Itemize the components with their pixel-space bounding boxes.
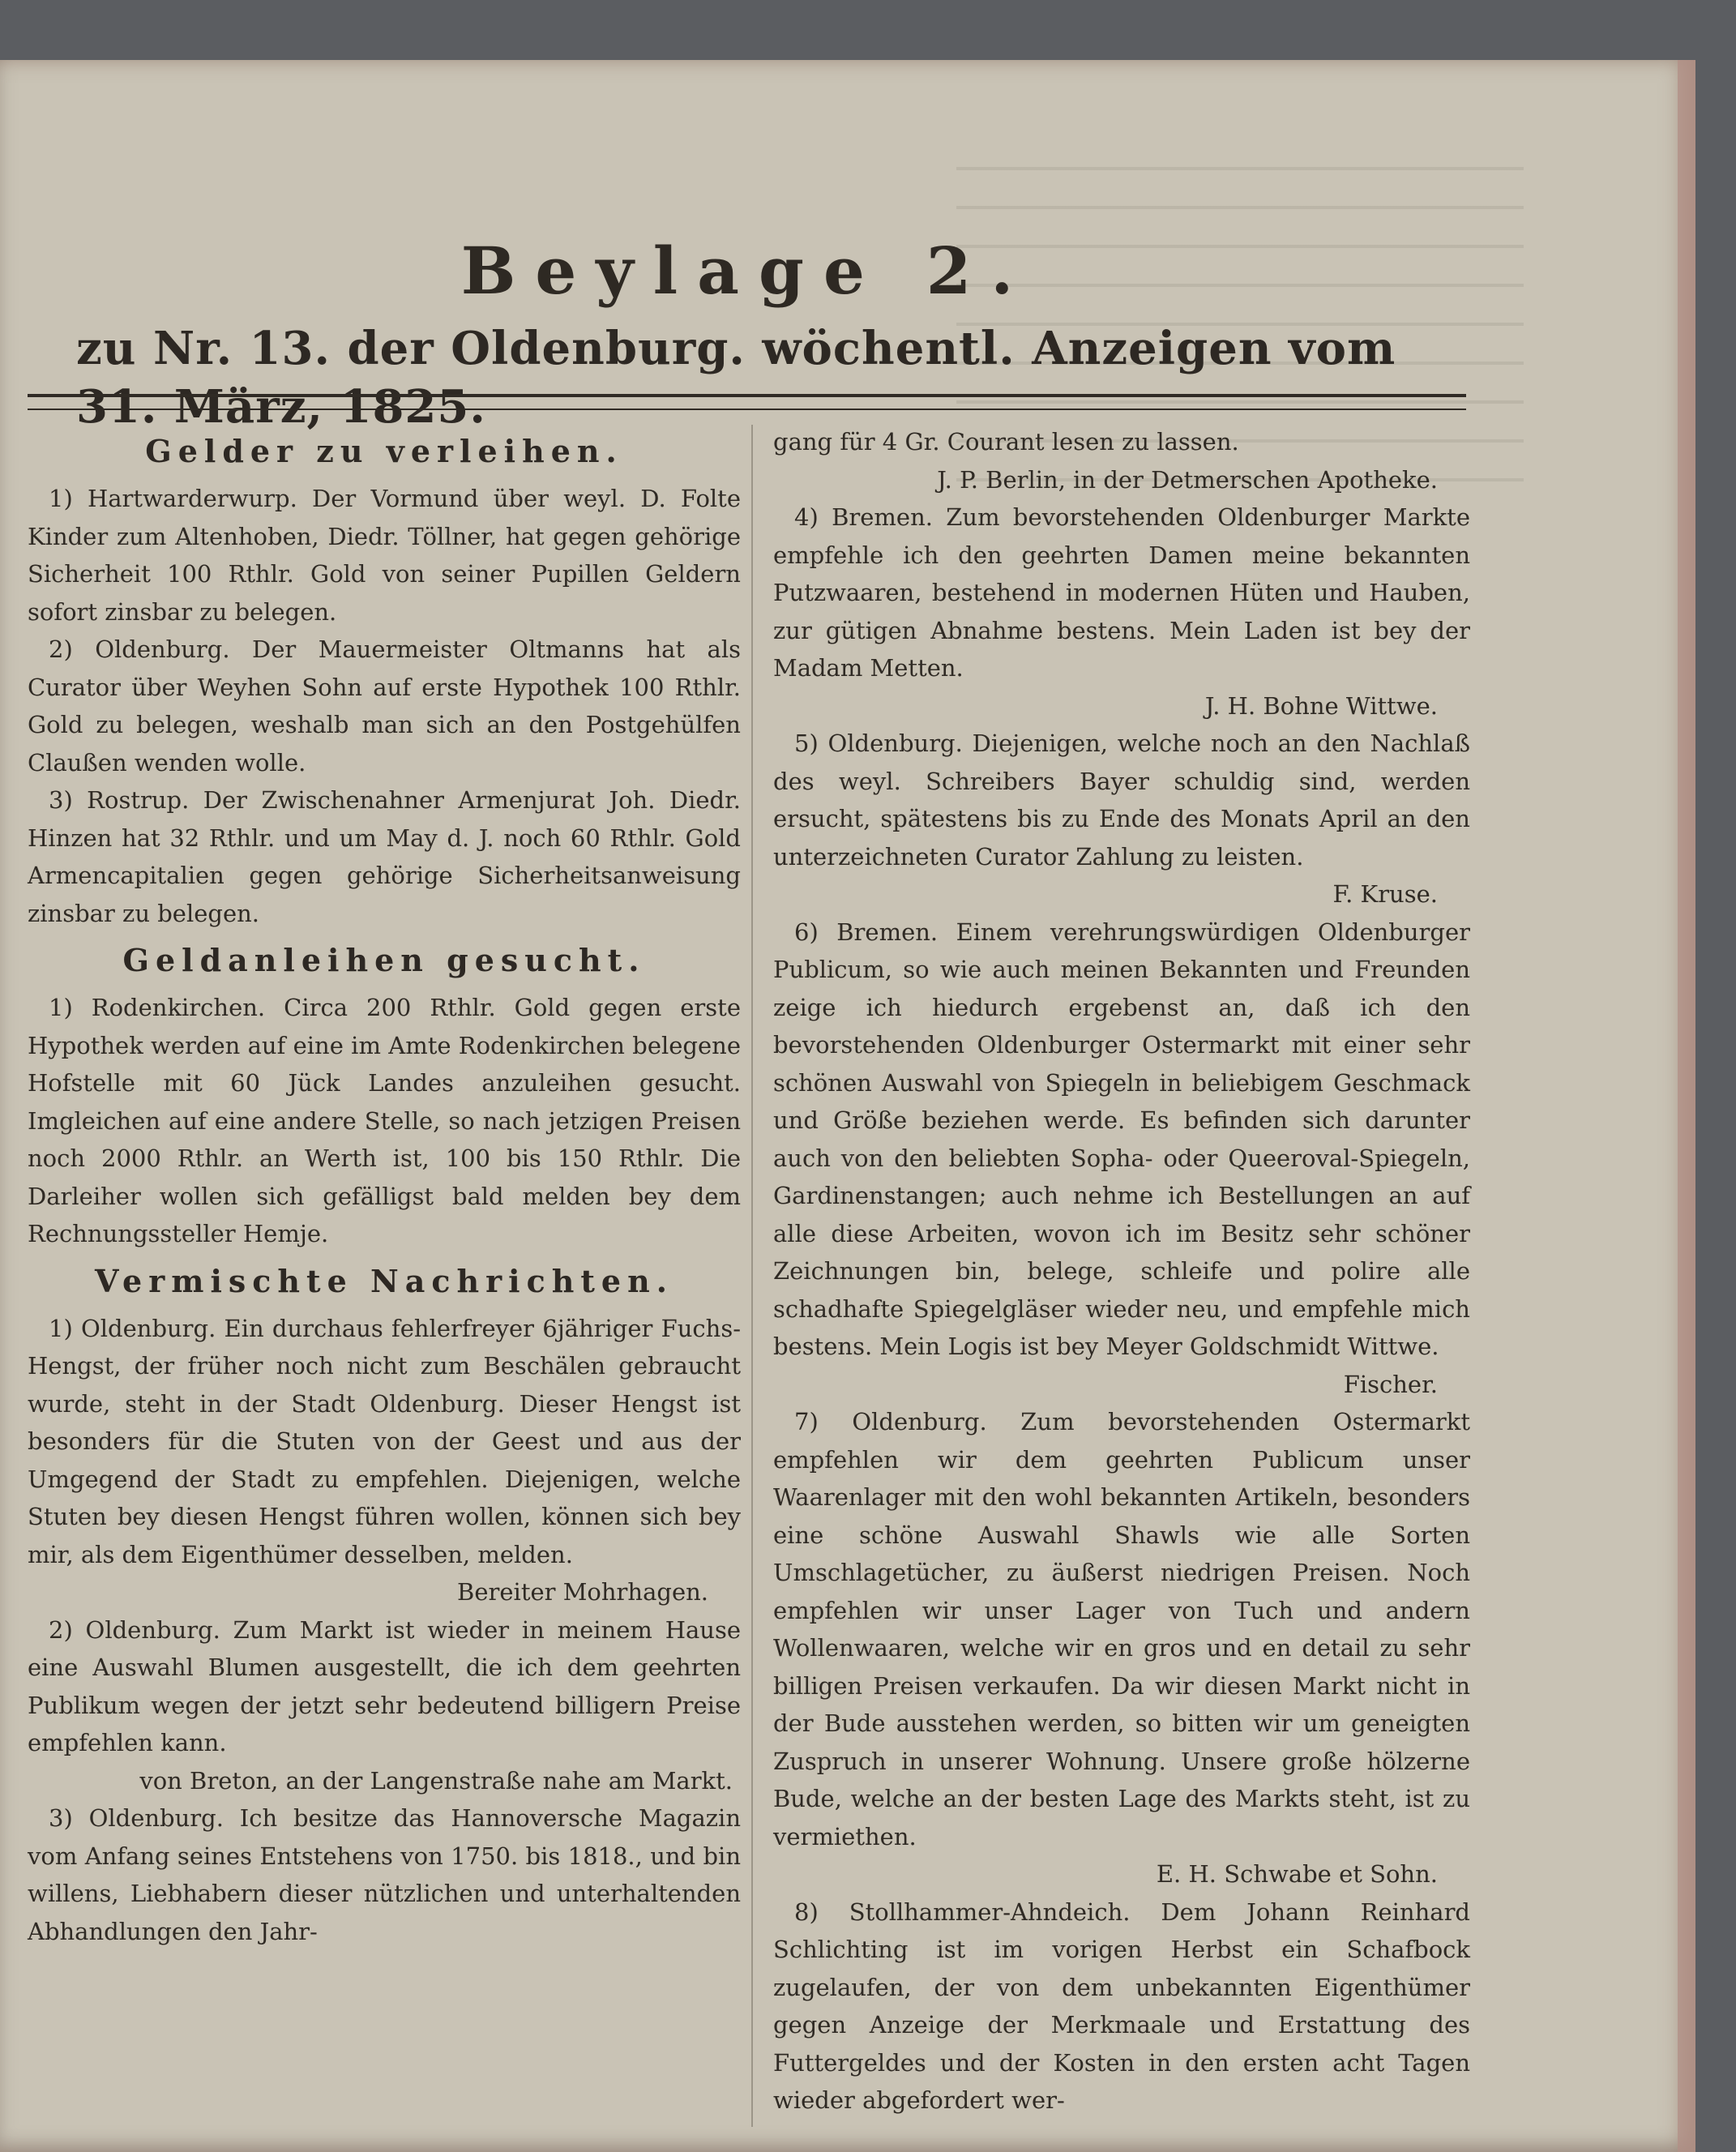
signature-bohne: J. H. Bohne Wittwe. bbox=[1204, 691, 1438, 720]
signature-breton: von Breton, an der Langenstraße nahe am Markt. bbox=[139, 1766, 733, 1795]
left-column bbox=[28, 423, 741, 2133]
notice-bremen-spiegel: 6) Bremen. Einem verehrungswürdigen Oldenburger Publicum, so wie auch meinen Bekannten und Freunden zeige ich hiedurch ergebenst an, daß ich den bevorstehenden Oldenburger Ostermarkt mit einer sehr schönen Auswahl von Spiegeln in beliebigem Geschmack und Größe beziehen werde. Es befinden sich darunter auch von den beliebten Sopha- oder Queeroval-Spiegeln, Gardinenstangen; auch nehme ich Bestellungen an auf alle diese Arbeiten, wovon ich im Besitz sehr schöner Zeichnungen bin, belege, schleife und polire alle schadhafte Spiegelgläser wieder neu, und empfehle mich bestens. Mein Logis ist bey Meyer Goldschmidt Wittwe. bbox=[773, 918, 1470, 1360]
notice-oldenburg-schwabe: 7) Oldenburg. Zum bevorstehenden Ostermarkt empfehlen wir dem geehrten Publicum unser Waarenlager mit den wohl bekannten Artikeln, besonders eine schöne Auswahl Shawls wie alle Sorten Umschlagetücher, zu äußerst niedrigen Preisen. Noch empfehlen wir unser Lager von Tuch und andern Wollenwaaren, welche wir en gros und en detail zu sehr billigen Preisen verkaufen. Da wir diesen Markt nicht in der Bude ausstehen werden, so bitten wir um geneigten Zuspruch in unserer Wohnung. Unsere große hölzerne Bude, welche an der besten Lage des Markts steht, ist zu vermiethen. bbox=[773, 1408, 1470, 1850]
signature-kruse: F. Kruse. bbox=[1332, 880, 1438, 908]
column-divider bbox=[751, 425, 753, 2127]
notice-oldenburg-oltmanns: 2) Oldenburg. Der Mauermeister Oltmanns hat als Curator über Weyhen Sohn auf erste Hypothek 100 Rthlr. Gold zu belegen, weshalb man sich an den Postgehülfen Claußen wenden wolle. bbox=[28, 635, 741, 777]
notice-rodenkirchen: 1) Rodenkirchen. Circa 200 Rthlr. Gold gegen erste Hypothek werden auf eine im Amte Rodenkirchen belegene Hofstelle mit 60 Jück Landes anzuleihen gesucht. Imgleichen auf eine andere Stelle, so nach jetzigen Preisen noch 2000 Rthlr. an Werth ist, 100 bis 150 Rthlr. Die Darleiher wollen sich gefälligst bald melden bey dem Rechnungssteller Hemje. bbox=[28, 994, 741, 1247]
page-subtitle: zu Nr. 13. der Oldenburg. wöchentl. Anzeigen vom 31. März, 1825. bbox=[76, 322, 1396, 434]
notice-continuation-magazin: gang für 4 Gr. Courant lesen zu lassen. bbox=[773, 428, 1239, 456]
notice-rostrup: 3) Rostrup. Der Zwischenahner Armenjurat Joh. Diedr. Hinzen hat 32 Rthlr. und um May d. J. noch 60 Rthlr. Gold Armencapitalien gegen gehörige Sicherheitsanweisung zinsbar zu belegen. bbox=[28, 786, 741, 927]
signature-schwabe: E. H. Schwabe et Sohn. bbox=[1156, 1860, 1438, 1888]
signature-berlin: J. P. Berlin, in der Detmerschen Apotheke. bbox=[937, 465, 1438, 494]
notice-oldenburg-blumen: 2) Oldenburg. Zum Markt ist wieder in meinem Hause eine Auswahl Blumen ausgestellt, die ich dem geehrten Publikum wegen der jetzt sehr bedeutend billigern Preise empfehlen kann. bbox=[28, 1615, 741, 1756]
page-title: Beylage 2. bbox=[460, 233, 1033, 309]
page-content bbox=[28, 157, 1470, 2143]
section-heading-gelder-zu-verleihen: Gelder zu verleihen. bbox=[145, 433, 623, 469]
notice-hartwarderwurp: 1) Hartwarderwurp. Der Vormund über weyl. D. Folte Kinder zum Altenhoben, Diedr. Töllner, hat gegen gehörige Sicherheit 100 Rthlr. Gold von seiner Pupillen Geldern sofort zinsbar zu belegen. bbox=[28, 485, 741, 626]
section-heading-vermischte-nachrichten: Vermischte Nachrichten. bbox=[95, 1262, 673, 1299]
notice-oldenburg-magazin: 3) Oldenburg. Ich besitze das Hannoversche Magazin vom Anfang seines Entstehens von 1750. bis 1818., und bin willens, Liebhabern dieser nützlichen und unterhaltenden Abhandlungen den Jahr- bbox=[28, 1804, 741, 1945]
notice-oldenburg-hengst: 1) Oldenburg. Ein durchaus fehlerfreyer 6jähriger Fuchs-Hengst, der früher noch nicht zum Beschälen gebraucht wurde, steht in der Stadt Oldenburg. Dieser Hengst ist besonders für die Stuten von der Geest und aus der Umgegend der Stadt zu empfehlen. Diejenigen, welche Stuten bey diesen Hengst führen wollen, können sich bey mir, als dem Eigenthümer desselben, melden. bbox=[28, 1314, 741, 1568]
notice-bremen-putzwaaren: 4) Bremen. Zum bevorstehenden Oldenburger Markte empfehle ich den geehrten Damen meine bekannten Putzwaaren, bestehend in modernen Hüten und Hauben, zur gütigen Abnahme bestens. Mein Laden ist bey der Madam Metten. bbox=[773, 503, 1470, 682]
page-edge bbox=[1678, 60, 1695, 2152]
section-heading-geldanleihen-gesucht: Geldanleihen gesucht. bbox=[122, 942, 646, 978]
notice-oldenburg-bayer: 5) Oldenburg. Diejenigen, welche noch an den Nachlaß des weyl. Schreibers Bayer schuldig sind, werden ersucht, spätestens bis zu Ende des Monats April an den unterzeichneten Curator Zahlung zu leisten. bbox=[773, 729, 1470, 871]
newspaper-page bbox=[0, 60, 1695, 2152]
right-column bbox=[773, 423, 1470, 2133]
signature-mohrhagen: Bereiter Mohrhagen. bbox=[457, 1578, 708, 1606]
signature-fischer: Fischer. bbox=[1343, 1370, 1438, 1398]
header-rule bbox=[28, 394, 1466, 410]
notice-stollhammer: 8) Stollhammer-Ahndeich. Dem Johann Reinhard Schlichting ist im vorigen Herbst ein Schafbock zugelaufen, der von dem unbekannten Eigenthümer gegen Anzeige der Merkmaale und Erstattung des Futtergeldes und der Kosten in den ersten acht Tagen wieder abgefordert wer- bbox=[773, 1897, 1470, 2114]
